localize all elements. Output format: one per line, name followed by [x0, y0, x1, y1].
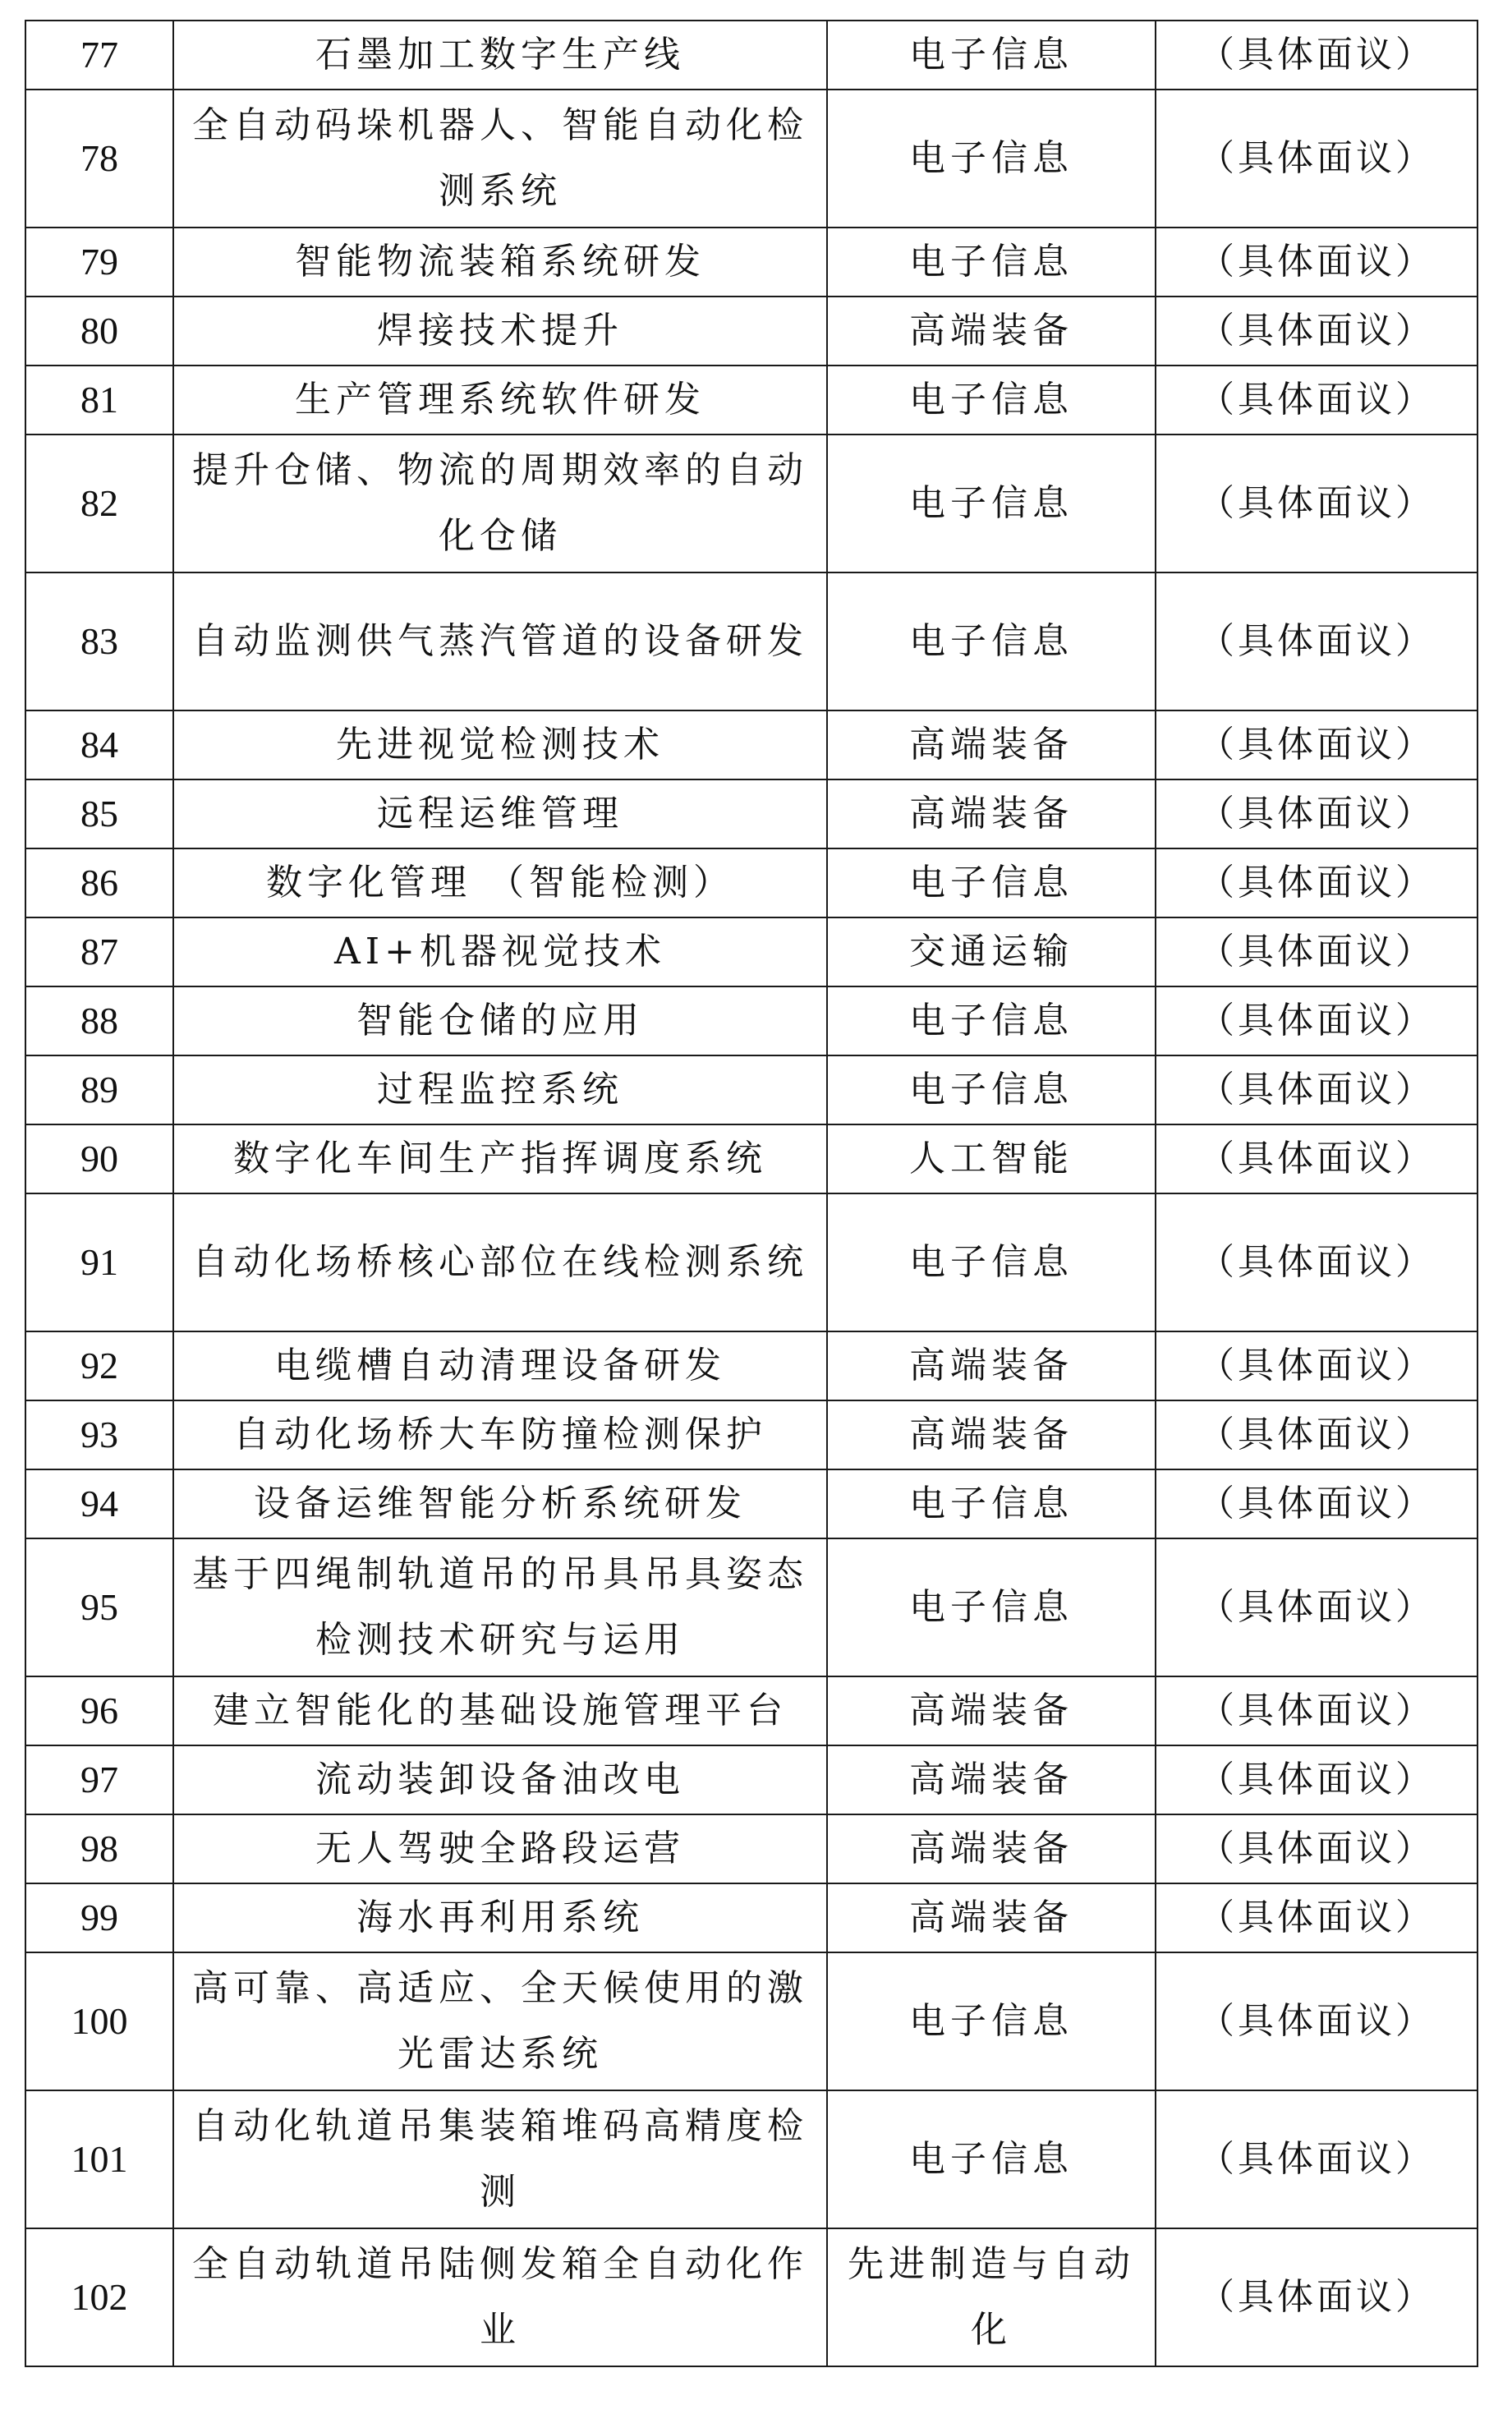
tech-field-cell: 高端装备 [827, 1883, 1156, 1952]
row-number-cell: 98 [25, 1814, 173, 1883]
row-number-cell: 94 [25, 1469, 173, 1538]
project-name-cell: 无人驾驶全路段运营 [173, 1814, 827, 1883]
row-number-cell: 101 [25, 2090, 173, 2228]
project-name-cell: AI+机器视觉技术 [173, 917, 827, 986]
tech-field-cell: 高端装备 [827, 1814, 1156, 1883]
amount-cell: （具体面议） [1156, 848, 1478, 917]
project-name-cell: 海水再利用系统 [173, 1883, 827, 1952]
amount-cell: （具体面议） [1156, 2090, 1478, 2228]
table-row [25, 779, 1478, 848]
tech-field-cell: 人工智能 [827, 1124, 1156, 1193]
amount-cell: （具体面议） [1156, 1124, 1478, 1193]
table-row [25, 90, 1478, 228]
table-row [25, 572, 1478, 710]
tech-field-cell: 电子信息 [827, 1538, 1156, 1676]
tech-field-cell: 电子信息 [827, 435, 1156, 572]
project-name-cell: 全自动码垛机器人、智能自动化检测系统 [173, 90, 827, 228]
table-row [25, 1676, 1478, 1745]
table-row [25, 1538, 1478, 1676]
project-name-cell: 自动监测供气蒸汽管道的设备研发 [173, 572, 827, 710]
table-row [25, 1814, 1478, 1883]
project-name-cell: 焊接技术提升 [173, 297, 827, 366]
amount-cell: （具体面议） [1156, 986, 1478, 1055]
amount-cell: （具体面议） [1156, 779, 1478, 848]
table-row [25, 1469, 1478, 1538]
amount-cell: （具体面议） [1156, 1676, 1478, 1745]
tech-field-cell: 高端装备 [827, 1331, 1156, 1400]
tech-field-cell: 交通运输 [827, 917, 1156, 986]
tech-field-cell: 电子信息 [827, 572, 1156, 710]
project-name-cell: 智能物流装箱系统研发 [173, 228, 827, 297]
project-table-container [25, 20, 1477, 2367]
table-row [25, 1331, 1478, 1400]
row-number-cell: 97 [25, 1745, 173, 1814]
tech-field-cell: 电子信息 [827, 1193, 1156, 1331]
amount-cell: （具体面议） [1156, 1814, 1478, 1883]
project-name-cell: 数字化车间生产指挥调度系统 [173, 1124, 827, 1193]
row-number-cell: 81 [25, 366, 173, 435]
table-row [25, 848, 1478, 917]
table-row [25, 1745, 1478, 1814]
project-name-cell: 基于四绳制轨道吊的吊具吊具姿态检测技术研究与运用 [173, 1538, 827, 1676]
amount-cell: （具体面议） [1156, 2228, 1478, 2366]
table-row [25, 1883, 1478, 1952]
amount-cell: （具体面议） [1156, 572, 1478, 710]
row-number-cell: 83 [25, 572, 173, 710]
project-table [25, 20, 1478, 2367]
project-name-cell: 提升仓储、物流的周期效率的自动化仓储 [173, 435, 827, 572]
amount-cell: （具体面议） [1156, 21, 1478, 90]
table-row [25, 917, 1478, 986]
row-number-cell: 92 [25, 1331, 173, 1400]
row-number-cell: 95 [25, 1538, 173, 1676]
amount-cell: （具体面议） [1156, 1193, 1478, 1331]
tech-field-cell: 电子信息 [827, 2090, 1156, 2228]
tech-field-cell: 电子信息 [827, 366, 1156, 435]
amount-cell: （具体面议） [1156, 1745, 1478, 1814]
row-number-cell: 79 [25, 228, 173, 297]
tech-field-cell: 高端装备 [827, 1400, 1156, 1469]
project-name-cell: 自动化场桥大车防撞检测保护 [173, 1400, 827, 1469]
row-number-cell: 85 [25, 779, 173, 848]
row-number-cell: 96 [25, 1676, 173, 1745]
amount-cell: （具体面议） [1156, 1952, 1478, 2090]
table-row [25, 1055, 1478, 1124]
row-number-cell: 78 [25, 90, 173, 228]
table-row [25, 228, 1478, 297]
project-name-cell: 生产管理系统软件研发 [173, 366, 827, 435]
amount-cell: （具体面议） [1156, 917, 1478, 986]
project-name-cell: 过程监控系统 [173, 1055, 827, 1124]
tech-field-cell: 先进制造与自动化 [827, 2228, 1156, 2366]
table-row [25, 21, 1478, 90]
table-row [25, 2090, 1478, 2228]
row-number-cell: 77 [25, 21, 173, 90]
tech-field-cell: 电子信息 [827, 90, 1156, 228]
tech-field-cell: 高端装备 [827, 1745, 1156, 1814]
row-number-cell: 84 [25, 710, 173, 779]
project-name-cell: 数字化管理 （智能检测） [173, 848, 827, 917]
amount-cell: （具体面议） [1156, 297, 1478, 366]
tech-field-cell: 高端装备 [827, 297, 1156, 366]
row-number-cell: 99 [25, 1883, 173, 1952]
project-name-cell: 远程运维管理 [173, 779, 827, 848]
tech-field-cell: 电子信息 [827, 21, 1156, 90]
project-name-cell: 电缆槽自动清理设备研发 [173, 1331, 827, 1400]
amount-cell: （具体面议） [1156, 1400, 1478, 1469]
tech-field-cell: 电子信息 [827, 986, 1156, 1055]
row-number-cell: 100 [25, 1952, 173, 2090]
amount-cell: （具体面议） [1156, 1883, 1478, 1952]
tech-field-cell: 高端装备 [827, 1676, 1156, 1745]
amount-cell: （具体面议） [1156, 1331, 1478, 1400]
row-number-cell: 89 [25, 1055, 173, 1124]
amount-cell: （具体面议） [1156, 1055, 1478, 1124]
project-table-body [25, 21, 1478, 2366]
table-row [25, 1193, 1478, 1331]
table-row [25, 297, 1478, 366]
table-row [25, 1952, 1478, 2090]
tech-field-cell: 电子信息 [827, 1952, 1156, 2090]
tech-field-cell: 电子信息 [827, 848, 1156, 917]
table-row [25, 1124, 1478, 1193]
row-number-cell: 90 [25, 1124, 173, 1193]
amount-cell: （具体面议） [1156, 1538, 1478, 1676]
tech-field-cell: 高端装备 [827, 779, 1156, 848]
row-number-cell: 102 [25, 2228, 173, 2366]
table-row [25, 986, 1478, 1055]
project-name-cell: 先进视觉检测技术 [173, 710, 827, 779]
amount-cell: （具体面议） [1156, 1469, 1478, 1538]
table-row [25, 710, 1478, 779]
project-name-cell: 全自动轨道吊陆侧发箱全自动化作业 [173, 2228, 827, 2366]
row-number-cell: 93 [25, 1400, 173, 1469]
project-name-cell: 高可靠、高适应、全天候使用的激光雷达系统 [173, 1952, 827, 2090]
row-number-cell: 86 [25, 848, 173, 917]
tech-field-cell: 电子信息 [827, 1055, 1156, 1124]
amount-cell: （具体面议） [1156, 90, 1478, 228]
row-number-cell: 87 [25, 917, 173, 986]
table-row [25, 366, 1478, 435]
row-number-cell: 91 [25, 1193, 173, 1331]
project-name-cell: 流动装卸设备油改电 [173, 1745, 827, 1814]
amount-cell: （具体面议） [1156, 228, 1478, 297]
tech-field-cell: 高端装备 [827, 710, 1156, 779]
project-name-cell: 设备运维智能分析系统研发 [173, 1469, 827, 1538]
project-name-cell: 智能仓储的应用 [173, 986, 827, 1055]
project-name-cell: 石墨加工数字生产线 [173, 21, 827, 90]
row-number-cell: 82 [25, 435, 173, 572]
table-row [25, 2228, 1478, 2366]
amount-cell: （具体面议） [1156, 366, 1478, 435]
tech-field-cell: 电子信息 [827, 1469, 1156, 1538]
table-row [25, 1400, 1478, 1469]
amount-cell: （具体面议） [1156, 710, 1478, 779]
row-number-cell: 88 [25, 986, 173, 1055]
table-row [25, 435, 1478, 572]
tech-field-cell: 电子信息 [827, 228, 1156, 297]
project-name-cell: 建立智能化的基础设施管理平台 [173, 1676, 827, 1745]
project-name-cell: 自动化场桥核心部位在线检测系统 [173, 1193, 827, 1331]
amount-cell: （具体面议） [1156, 435, 1478, 572]
project-name-cell: 自动化轨道吊集装箱堆码高精度检测 [173, 2090, 827, 2228]
row-number-cell: 80 [25, 297, 173, 366]
